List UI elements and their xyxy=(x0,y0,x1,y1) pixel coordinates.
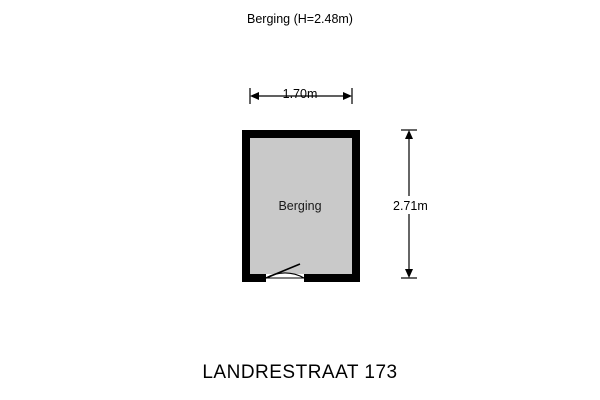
room-label: Berging xyxy=(278,199,322,213)
height-dimension-label: 2.71m xyxy=(393,199,428,213)
address-caption: LANDRESTRAAT 173 xyxy=(202,362,398,383)
plan-title: Berging (H=2.48m) xyxy=(247,12,353,26)
width-dimension-label: 1.70m xyxy=(282,87,318,101)
